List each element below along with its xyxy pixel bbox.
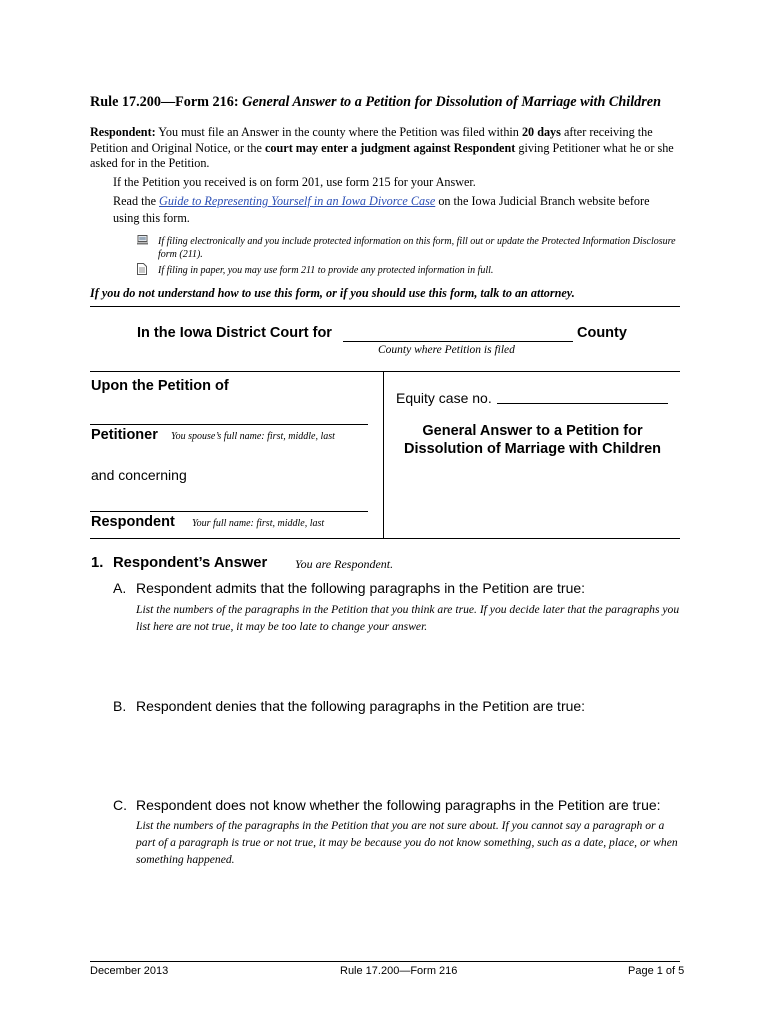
subsection-b-letter: B. [113, 698, 127, 714]
computer-icon [137, 235, 148, 245]
subsection-b-answer-field[interactable] [113, 720, 680, 795]
petitioner-input-line[interactable] [90, 424, 368, 425]
guide-prefix: Read the [113, 194, 160, 208]
attorney-warning: If you do not understand how to use this form, or if you should use this form, talk to an attorney. [90, 286, 575, 300]
footer-rule: Rule 17.200—Form 216 [340, 965, 458, 977]
county-input-line[interactable] [343, 341, 573, 342]
subsection-a-answer-field[interactable] [113, 640, 680, 695]
subsection-c-text: Respondent does not know whether the following paragraphs in the Petition are true: [136, 797, 661, 813]
case-form-title: General Answer to a Petition for Dissolution of Marriage with Children [404, 423, 661, 457]
guide-link[interactable]: Guide to Representing Yourself in an Iowa Divorce Case [159, 194, 436, 208]
intro-text-2: after receiving the Petition and Original Notice, or the [90, 125, 653, 155]
respondent-label: Respondent: [90, 125, 156, 139]
respondent-input-line[interactable] [90, 511, 368, 512]
section-1-number: 1. [91, 555, 104, 571]
upon-petition-label: Upon the Petition of [91, 378, 229, 394]
guide-instruction [113, 193, 673, 226]
form-title-prefix: Rule 17.200—Form 216: [90, 94, 243, 110]
county-label: County [577, 325, 627, 341]
subsection-c-letter: C. [113, 797, 127, 813]
intro-text-3: giving Petitioner what he or she asked for in the Petition. [90, 140, 674, 170]
equity-case-input-line[interactable] [497, 403, 668, 404]
form-title-italic: General Answer to a Petition for Dissolution of Marriage with Children [242, 94, 661, 110]
caption-bottom-border [90, 538, 680, 539]
subsection-b-text: Respondent denies that the following paragraphs in the Petition are true: [136, 698, 586, 714]
subsection-a-text: Respondent admits that the following paragraphs in the Petition are true: [136, 580, 586, 596]
paper-filing-note: If filing in paper, you may use form 211 to provide any protected information in full. [158, 265, 494, 276]
paper-document-icon [137, 263, 147, 275]
intro-paragraph [90, 125, 680, 172]
respondent-label-caption: Respondent [91, 514, 175, 530]
section-1-title: Respondent’s Answer [113, 555, 268, 571]
and-concerning-label: and concerning [91, 467, 187, 483]
equity-case-label: Equity case no. [396, 390, 492, 406]
divider-top [90, 306, 680, 307]
form201-instruction: If the Petition you received is on form 201, use form 215 for your Answer. [113, 175, 476, 189]
guide-suffix: on the Iowa Judicial Branch website before using this form. [113, 194, 650, 225]
days-emphasis: 20 days [521, 125, 561, 139]
court-label: In the Iowa District Court for [137, 325, 332, 341]
subsection-c-instructions: List the numbers of the paragraphs in the Petition that you are not sure about. If you cannot say a paragraph or a part of a paragraph is true or not true, it may be because you do not know something, such as a date, place, or when something happened. [136, 819, 678, 866]
form-title [90, 94, 661, 111]
judgment-emphasis: court may enter a judgment against Respondent [265, 140, 516, 155]
caption-vertical-divider [383, 371, 384, 539]
footer-page-number: Page 1 of 5 [628, 965, 685, 977]
caption-top-border [90, 371, 680, 372]
subsection-c-answer-field[interactable] [113, 872, 680, 952]
petitioner-hint: You spouse’s full name: first, middle, last [171, 431, 335, 442]
intro-text-1: You must file an Answer in the county where the Petition was filed within [155, 125, 522, 139]
section-1-hint: You are Respondent. [295, 557, 394, 571]
subsection-a-letter: A. [113, 580, 127, 596]
subsection-a-instructions: List the numbers of the paragraphs in the Petition that you think are true. If you decide later that the paragraphs you list here are not true, it may be too late to change your answer. [136, 603, 680, 633]
petitioner-label: Petitioner [91, 427, 158, 443]
electronic-filing-note: If filing electronically and you include protected information on this form, fill out or update the Protected Information Disclosure form (211). [158, 236, 676, 260]
county-hint: County where Petition is filed [378, 344, 515, 356]
footer-date: December 2013 [90, 965, 169, 977]
respondent-hint: Your full name: first, middle, last [192, 518, 325, 529]
footer-divider [90, 961, 680, 962]
